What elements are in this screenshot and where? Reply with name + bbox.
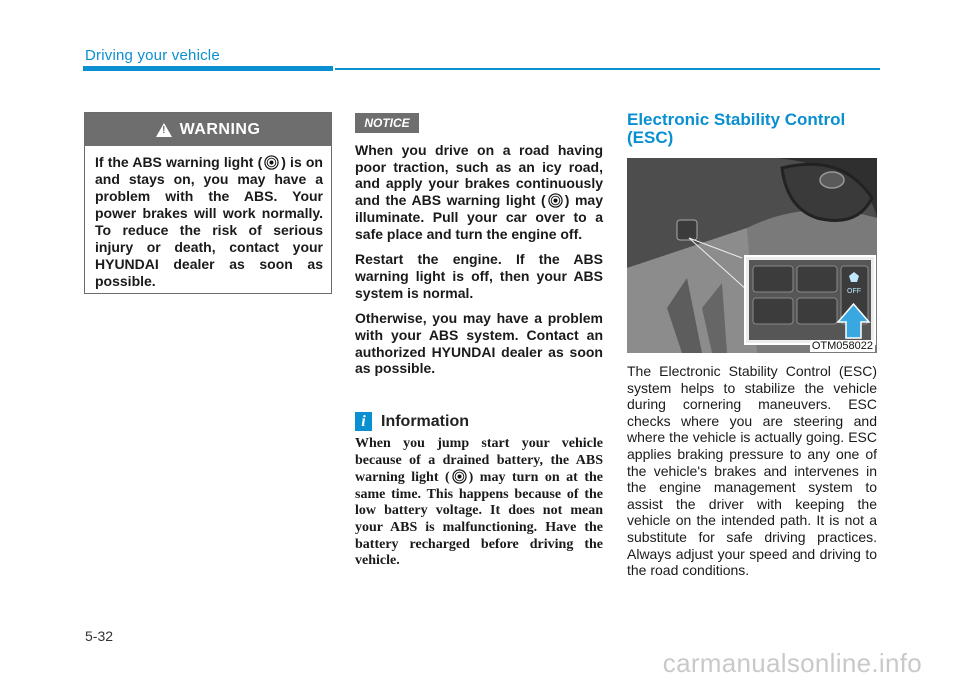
header-rule-thick <box>83 66 333 71</box>
esc-figure <box>627 158 877 353</box>
info-icon: i <box>355 412 372 431</box>
notice-p1-start: When you drive on a road having poor traction, such as an icy road, and apply your brakes continuously and the ABS warning light ( <box>355 142 603 209</box>
watermark: carmanualsonline.info <box>662 648 922 678</box>
information-title: Information <box>381 412 469 430</box>
warning-title: WARNING <box>179 120 261 138</box>
information-header <box>355 412 469 431</box>
section-title: Driving your vehicle <box>85 47 220 64</box>
abs-warning-icon <box>264 155 279 170</box>
figure-code: OTM058022 <box>811 340 873 352</box>
notice-paragraph-2: Restart the engine. If the ABS warning light is off, then your ABS system is normal. <box>355 251 603 301</box>
abs-warning-icon <box>548 193 563 208</box>
notice-text <box>355 142 603 386</box>
warning-header <box>85 113 331 146</box>
information-text-start: When you jump start your vehicle because of a drained battery, the ABS warning light ( <box>355 436 603 486</box>
warning-text-end: ) is on and stays on, you may have a problem with the ABS. Your power brakes will work normally. To reduce the risk of serious injury or death, contact your HYUNDAI dealer as soon as possible. <box>95 154 323 289</box>
figure-code-bar <box>627 340 877 354</box>
warning-text <box>85 146 331 290</box>
information-text <box>355 436 603 570</box>
page-number: 5-32 <box>85 628 114 644</box>
information-text-end: ) may turn on at the same time. This happens because of the low battery voltage. It does not mean your ABS is malfunctioning. Have the battery recharged before driving the vehicle. <box>355 470 603 569</box>
warning-box <box>84 112 332 294</box>
notice-p1-end: ) may illuminate. Pull your car over to a safe place and turn the engine off. <box>355 192 603 242</box>
warning-text-start: If the ABS warning light ( <box>95 154 263 170</box>
notice-paragraph-3: Otherwise, you may have a problem with your ABS system. Contact an authorized HYUNDAI dealer as soon as possible. <box>355 310 603 377</box>
esc-off-label: OFF <box>847 288 861 295</box>
abs-warning-icon <box>452 469 467 484</box>
esc-body-text: The Electronic Stability Control (ESC) system helps to stabilize the vehicle during cornering maneuvers. ESC checks where you are steering and where the vehicle is actually going. ESC applies braking pressure to any one of the vehicle's brakes and intervenes in the engine management system to assist the driver with keeping the vehicle on the intended path. It is not a substitute for safe driving practices. Always adjust your speed and driving to the road conditions. <box>627 363 877 579</box>
header-rule-thin <box>335 68 880 70</box>
notice-badge: NOTICE <box>355 113 419 133</box>
esc-section-title: Electronic Stability Control (ESC) <box>627 110 846 147</box>
warning-triangle-icon: ! <box>156 123 172 137</box>
notice-paragraph-1 <box>355 142 603 242</box>
